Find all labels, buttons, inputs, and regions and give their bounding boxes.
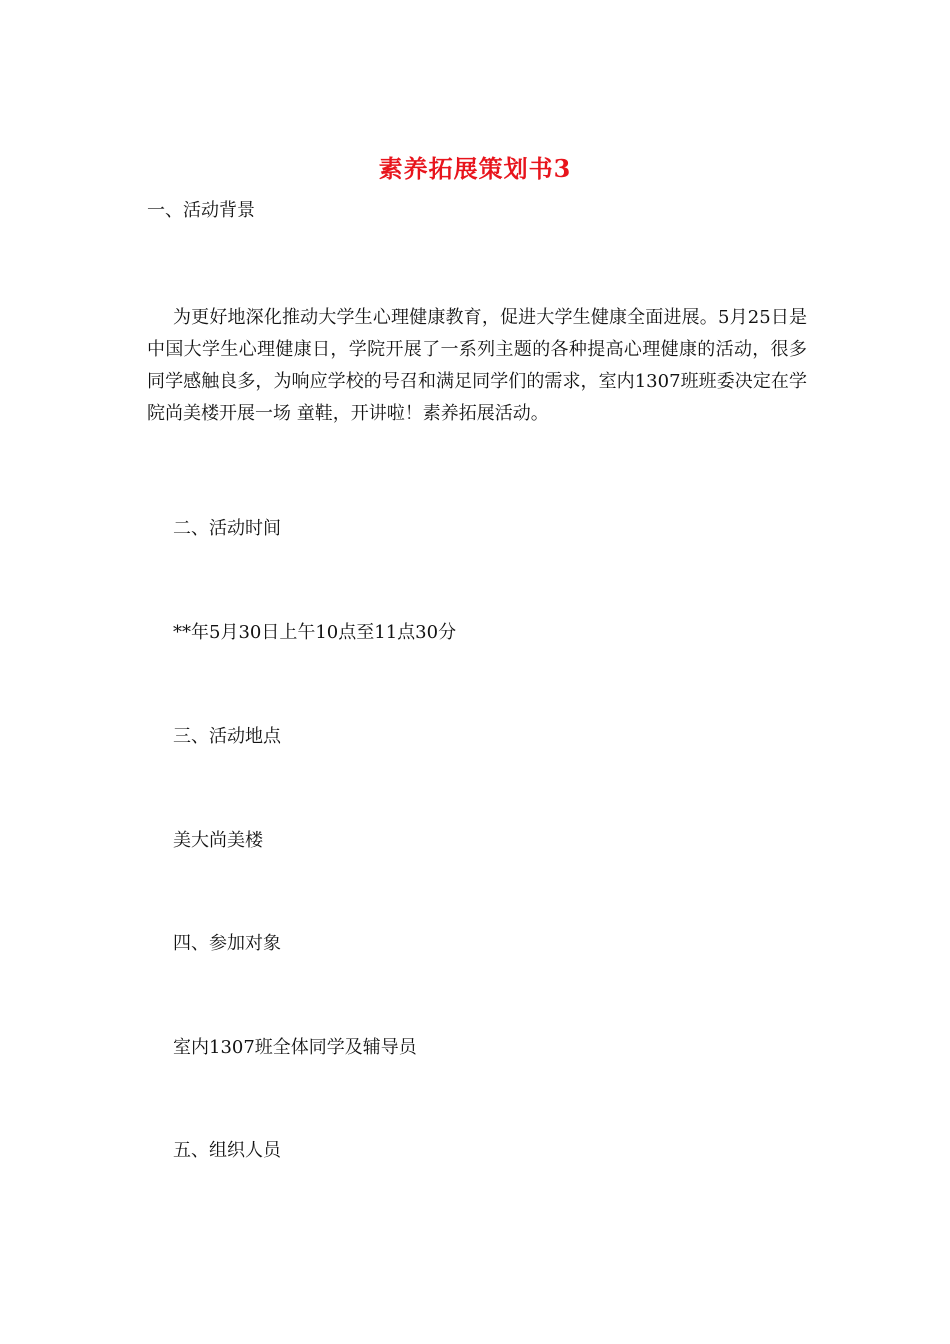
section-body-background: 为更好地深化推动大学生心理健康教育，促进大学生健康全面进展。5月25日是中国大学生心理健康日，学院开展了一系列主题的各种提高心理健康的活动，很多同学感触良多，为响应学校的号召和满足同学们的需求，室内1307班班委决定在学院尚美楼开展一场 童鞋，开讲啦！素养拓展活动。 bbox=[147, 307, 807, 424]
section-heading-organizers: 五、组织人员 bbox=[173, 1140, 281, 1161]
section-heading-participants: 四、参加对象 bbox=[173, 933, 281, 954]
section-heading-location: 三、活动地点 bbox=[173, 726, 281, 747]
section-heading-time: 二、活动时间 bbox=[173, 518, 281, 539]
section-body-location: 美大尚美楼 bbox=[173, 830, 263, 851]
document-title: 素养拓展策划书3 bbox=[378, 154, 572, 183]
section-body-time: **年5月30日上午10点至11点30分 bbox=[173, 622, 457, 643]
section-body-participants: 室内1307班全体同学及辅导员 bbox=[173, 1037, 417, 1058]
section-heading-background: 一、活动背景 bbox=[147, 200, 255, 221]
